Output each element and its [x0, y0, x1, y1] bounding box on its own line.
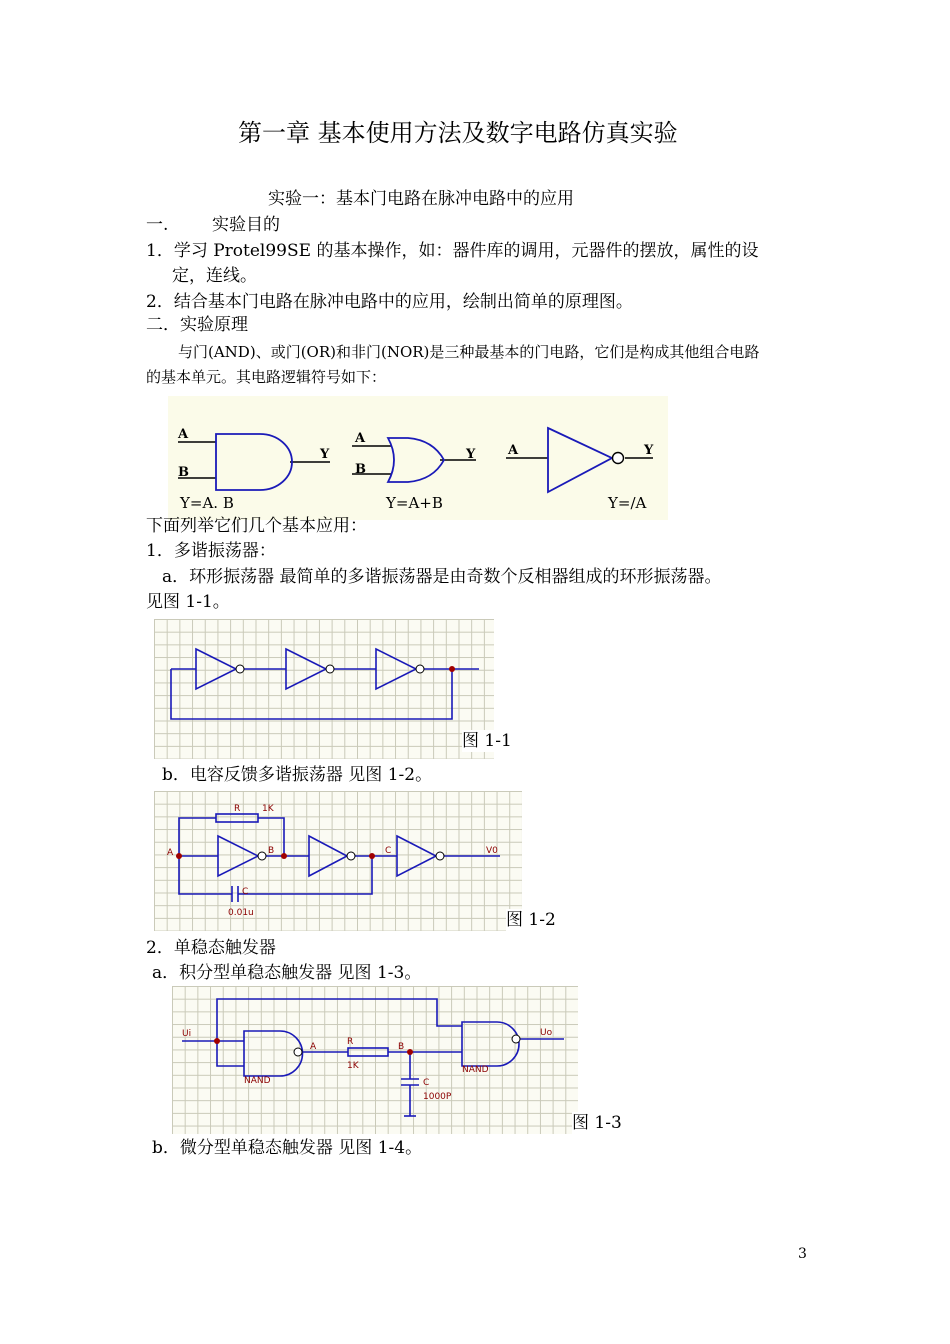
fig3-nand1-label: NAND [244, 1076, 271, 1086]
item-integral-monostable: a．积分型单稳态触发器 见图 1-3。 [152, 963, 422, 983]
item-capacitor-multivibrator: b．电容反馈多谐振荡器 见图 1-2。 [162, 765, 433, 785]
fig3-output-label: Uo [540, 1028, 553, 1038]
or-input-a-label: A [355, 431, 366, 446]
item-ring-oscillator: a．环形振荡器 最简单的多谐振荡器是由奇数个反相器组成的环形振荡器。 [162, 567, 722, 587]
fig3-node-a: A [310, 1042, 317, 1052]
page-number: 3 [798, 1246, 807, 1262]
and-formula: Y=A. B [180, 494, 234, 512]
fig2-node-b: B [268, 846, 275, 856]
not-input-label: A [508, 443, 519, 458]
figure-1-3 [172, 986, 578, 1134]
page-title: 第一章 基本使用方法及数字电路仿真实验 [238, 119, 678, 147]
applications-intro: 下面列举它们几个基本应用： [146, 516, 367, 536]
item-multivibrator: 1．多谐振荡器： [146, 541, 276, 561]
or-input-b-label: B [355, 462, 366, 477]
fig3-r-label: R [347, 1037, 354, 1047]
fig2-output-label: V0 [486, 846, 498, 856]
experiment-title: 实验一：基本门电路在脉冲电路中的应用 [268, 189, 574, 209]
figure-1-2 [154, 791, 522, 931]
and-output-label: Y [320, 447, 330, 462]
or-formula: Y=A+B [386, 494, 443, 512]
figure-1-2-caption: 图 1-2 [506, 910, 556, 930]
fig3-input-label: Ui [182, 1029, 192, 1039]
figure-1-1 [154, 619, 512, 759]
purpose-item-2: 2．结合基本门电路在脉冲电路中的应用，绘制出简单的原理图。 [146, 292, 633, 312]
or-output-label: Y [466, 447, 476, 462]
purpose-item-1-cont: 定，连线。 [172, 266, 257, 286]
section1-number: 一. [146, 215, 169, 235]
fig2-cap-value: 0.01u [228, 908, 254, 918]
fig2-node-a: A [167, 848, 174, 858]
fig3-c-label: C [423, 1078, 430, 1088]
purpose-item-1: 1．学习 Protel99SE 的基本操作，如：器件库的调用，元器件的摆放，属性的设 [146, 241, 759, 261]
fig3-nand2-label: NAND [462, 1065, 489, 1075]
not-formula: Y=/A [608, 494, 647, 512]
fig2-r-label: R [234, 804, 241, 814]
fig2-r-value: 1K [262, 804, 274, 814]
not-output-label: Y [644, 443, 654, 458]
figure-1-1-caption: 图 1-1 [462, 731, 512, 751]
fig3-node-b: B [398, 1042, 405, 1052]
and-input-b-label: B [178, 465, 189, 480]
item-ring-oscillator-cont: 见图 1-1。 [146, 592, 230, 612]
principle-text-1: 与门(AND)、或门(OR)和非门(NOR)是三种最基本的门电路，它们是构成其他组合电路 [178, 343, 760, 361]
fig2-cap-label: C [242, 887, 249, 897]
principle-text-2: 的基本单元。其电路逻辑符号如下： [146, 368, 387, 386]
item-monostable: 2．单稳态触发器 [146, 938, 276, 958]
section1-title: 实验目的 [212, 215, 280, 235]
fig3-c-value: 1000P [423, 1092, 452, 1102]
gate-symbols-figure [168, 396, 668, 520]
fig2-node-c: C [385, 846, 392, 856]
section2-title: 二．实验原理 [146, 315, 248, 335]
figure-1-3-caption: 图 1-3 [572, 1113, 622, 1133]
fig3-r-value: 1K [347, 1061, 359, 1071]
item-differential-monostable: b．微分型单稳态触发器 见图 1-4。 [152, 1138, 423, 1158]
and-input-a-label: A [178, 427, 189, 442]
